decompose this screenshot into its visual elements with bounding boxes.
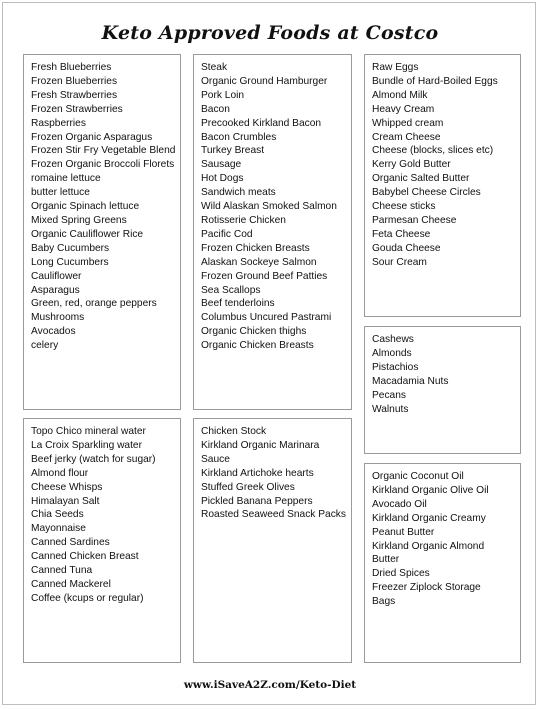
produce-list <box>31 61 180 353</box>
list-item: Bundle of Hard-Boiled Eggs <box>372 75 498 87</box>
list-item: Macadamia Nuts <box>372 375 449 387</box>
list-item: Pistachios <box>372 361 419 373</box>
list-item: Organic Salted Butter <box>372 173 470 185</box>
list-item: Frozen Chicken Breasts <box>201 242 310 254</box>
list-item: Cheese Whisps <box>31 481 103 493</box>
list-item: Himalayan Salt <box>31 495 100 507</box>
list-item: Alaskan Sockeye Salmon <box>201 256 317 268</box>
list-item: Asparagus <box>31 284 80 296</box>
list-item: Cheese (blocks, slices etc) <box>372 145 494 157</box>
produce-list-box <box>23 54 181 410</box>
list-item: Roasted Seaweed Snack Packs <box>201 509 346 521</box>
list-item: celery <box>31 340 59 352</box>
list-item: Fresh Blueberries <box>31 62 112 73</box>
list-item: Sea Scallops <box>201 284 261 296</box>
footer-url: www.iSaveA2Z.com/Keto-Diet <box>183 679 357 691</box>
list-item: Heavy Cream <box>372 103 435 115</box>
list-item: Mushrooms <box>31 312 85 324</box>
list-item: Feta Cheese <box>372 228 431 240</box>
list-item: Butter <box>372 554 400 566</box>
list-item: Pickled Banana Peppers <box>201 495 313 507</box>
list-item: Kirkland Organic Olive Oil <box>372 484 489 496</box>
list-item: Peanut Butter <box>372 526 435 538</box>
pantry-list <box>201 425 351 522</box>
list-item: Canned Chicken Breast <box>31 551 139 563</box>
list-item: Cheese sticks <box>372 201 436 213</box>
list-item: Sour Cream <box>372 256 427 268</box>
list-item: Fresh Strawberries <box>31 89 118 101</box>
list-item: Frozen Organic Asparagus <box>31 131 153 143</box>
list-item: Turkey Breast <box>201 145 265 157</box>
list-item: Cream Cheese <box>372 131 441 143</box>
list-item: Stuffed Greek Olives <box>201 481 295 493</box>
list-item: Sauce <box>201 453 230 465</box>
list-item: Bacon Crumbles <box>201 131 277 143</box>
list-item: Parmesan Cheese <box>372 214 457 226</box>
list-item: Columbus Uncured Pastrami <box>201 312 332 324</box>
oils-list-box <box>364 463 521 663</box>
snacks-list-box <box>23 418 181 663</box>
list-item: Topo Chico mineral water <box>31 426 146 437</box>
dairy-list <box>372 61 520 270</box>
list-item: Hot Dogs <box>201 173 244 185</box>
list-item: Bags <box>372 596 396 608</box>
list-item: Pork Loin <box>201 89 245 101</box>
list-item: Green, red, orange peppers <box>31 298 157 310</box>
list-item: Cashews <box>372 334 414 345</box>
list-item: Long Cucumbers <box>31 256 109 268</box>
list-item: Precooked Kirkland Bacon <box>201 117 322 129</box>
list-item: Coffee (kcups or regular) <box>31 592 144 604</box>
list-item: Kirkland Organic Creamy <box>372 512 486 524</box>
nuts-list-box <box>364 326 521 454</box>
list-item: Kerry Gold Butter <box>372 159 451 171</box>
list-item: Mixed Spring Greens <box>31 214 127 226</box>
list-item: Rotisserie Chicken <box>201 214 286 226</box>
list-item: butter lettuce <box>31 187 90 199</box>
list-item: Almond Milk <box>372 89 428 101</box>
list-item: Baby Cucumbers <box>31 242 110 254</box>
list-item: Sandwich meats <box>201 187 276 199</box>
list-item: Steak <box>201 62 228 73</box>
list-item: Walnuts <box>372 403 409 415</box>
oils-list <box>372 470 520 609</box>
list-item: Canned Mackerel <box>31 578 111 590</box>
list-item: Avocado Oil <box>372 498 427 510</box>
list-item: Organic Chicken Breasts <box>201 340 314 352</box>
page-title: Keto Approved Foods at Costco <box>101 22 439 44</box>
list-item: Chia Seeds <box>31 509 84 521</box>
snacks-list <box>31 425 180 606</box>
list-item: Organic Chicken thighs <box>201 326 307 338</box>
list-item: Mayonnaise <box>31 523 86 535</box>
list-item: Pacific Cod <box>201 228 253 240</box>
list-item: Babybel Cheese Circles <box>372 187 481 199</box>
list-item: Organic Coconut Oil <box>372 471 464 482</box>
list-item: Almond flour <box>31 467 89 479</box>
list-item: Frozen Strawberries <box>31 103 123 115</box>
list-item: Beef tenderloins <box>201 298 275 310</box>
list-item: Wild Alaskan Smoked Salmon <box>201 201 337 213</box>
list-item: romaine lettuce <box>31 173 101 185</box>
list-item: Canned Sardines <box>31 537 110 549</box>
list-item: Organic Cauliflower Rice <box>31 228 144 240</box>
list-item: Organic Ground Hamburger <box>201 75 328 87</box>
list-item: Canned Tuna <box>31 565 93 577</box>
list-item: Kirkland Organic Almond <box>372 540 485 552</box>
list-item: Frozen Blueberries <box>31 75 118 87</box>
list-item: Whipped cream <box>372 117 444 129</box>
list-item: Gouda Cheese <box>372 242 441 254</box>
list-item: Raw Eggs <box>372 62 419 73</box>
list-item: Cauliflower <box>31 270 82 282</box>
list-item: Almonds <box>372 347 412 359</box>
list-item: Frozen Ground Beef Patties <box>201 270 328 282</box>
list-item: Avocados <box>31 326 76 338</box>
list-item: Freezer Ziplock Storage <box>372 582 481 594</box>
list-item: Bacon <box>201 103 230 115</box>
list-item: Frozen Organic Broccoli Florets <box>31 159 175 171</box>
list-item: La Croix Sparkling water <box>31 439 142 451</box>
pantry-list-box <box>193 418 352 663</box>
nuts-list <box>372 333 520 416</box>
list-item: Kirkland Organic Marinara <box>201 439 320 451</box>
list-item: Pecans <box>372 389 406 401</box>
list-item: Kirkland Artichoke hearts <box>201 467 314 479</box>
dairy-list-box <box>364 54 521 317</box>
list-item: Beef jerky (watch for sugar) <box>31 453 156 465</box>
list-item: Dried Spices <box>372 568 430 580</box>
meats-list <box>201 61 351 353</box>
meats-list-box <box>193 54 352 410</box>
list-item: Sausage <box>201 159 242 171</box>
list-item: Raspberries <box>31 117 86 129</box>
list-item: Frozen Stir Fry Vegetable Blend <box>31 145 176 157</box>
list-item: Organic Spinach lettuce <box>31 201 140 213</box>
list-item: Chicken Stock <box>201 426 267 437</box>
